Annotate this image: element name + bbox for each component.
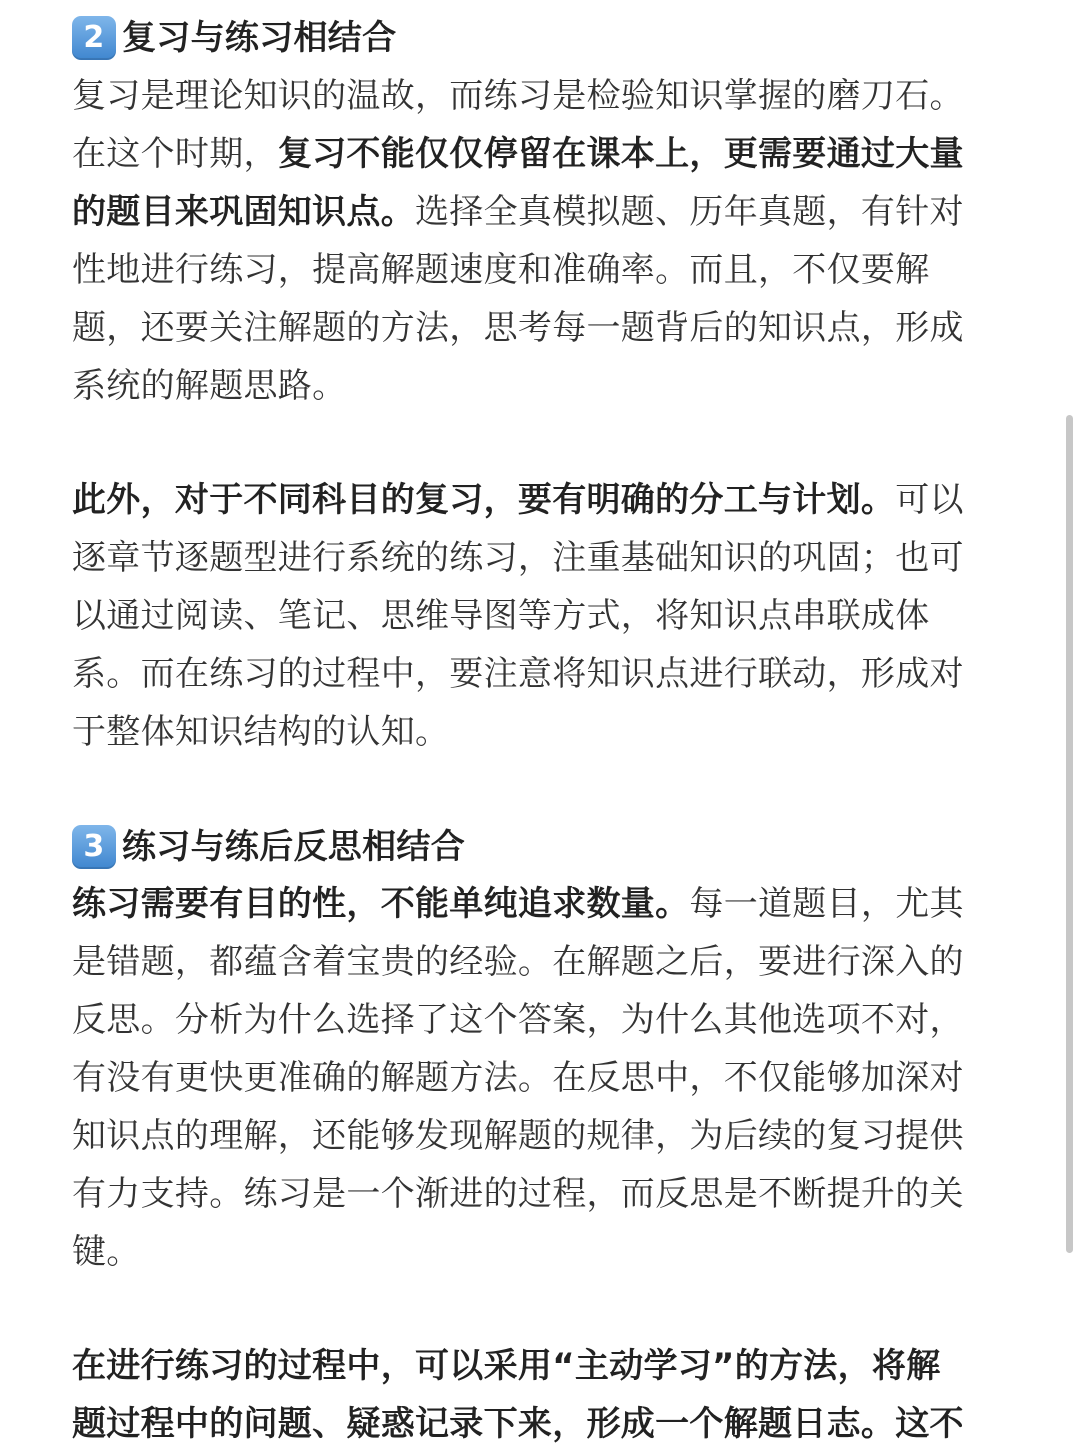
keycap-2-icon: 2 [72, 16, 116, 60]
paragraph-line: 复习是理论知识的温故，而练习是检验知识掌握的磨刀石。 [72, 76, 964, 116]
paragraph-line: 在进行练习的过程中，可以采用“主动学习”的方法，将解 [72, 1346, 941, 1386]
text-run: 每一道题目，尤其 [689, 884, 964, 924]
bold-text: 练习需要有目的性，不能单纯追求数量。 [72, 884, 690, 924]
keycap-3-icon: 3 [72, 825, 116, 869]
paragraph-line: 反思。分析为什么选择了这个答案，为什么其他选项不对， [72, 1000, 964, 1040]
section-heading-2 [72, 9, 1012, 67]
paragraph-line: 于整体知识结构的认知。 [72, 712, 450, 752]
bold-text: 此外，对于不同科目的复习，要有明确的分工与计划。 [72, 480, 896, 520]
text-run: 选择全真模拟题、历年真题，有针对 [415, 192, 964, 232]
paragraph-line: 键。 [72, 1232, 141, 1272]
section-heading-3 [72, 818, 1012, 876]
paragraph-line: 是错题，都蕴含着宝贵的经验。在解题之后，要进行深入的 [72, 942, 964, 982]
paragraph-line [72, 471, 1012, 529]
paragraph-line: 题，还要关注解题的方法，思考每一题背后的知识点，形成 [72, 308, 964, 348]
bold-text: 的题目来巩固知识点。 [72, 192, 415, 232]
paragraph-line [72, 875, 1012, 933]
text-run: 在这个时期， [72, 134, 278, 174]
paragraph-line [72, 125, 1012, 183]
paragraph-line: 系统的解题思路。 [72, 366, 347, 406]
paragraph-line: 有没有更快更准确的解题方法。在反思中，不仅能够加深对 [72, 1058, 964, 1098]
paragraph-line: 以通过阅读、笔记、思维导图等方式，将知识点串联成体 [72, 596, 930, 636]
paragraph-line: 逐章节逐题型进行系统的练习，注重基础知识的巩固；也可 [72, 538, 964, 578]
paragraph-line [72, 183, 1012, 241]
text-run: 可以 [895, 480, 964, 520]
vertical-scrollbar[interactable] [1066, 415, 1073, 1253]
paragraph-line: 有力支持。练习是一个渐进的过程，而反思是不断提升的关 [72, 1174, 964, 1214]
paragraph-line: 知识点的理解，还能够发现解题的规律，为后续的复习提供 [72, 1116, 964, 1156]
paragraph-line: 性地进行练习，提高解题速度和准确率。而且，不仅要解 [72, 250, 930, 290]
paragraph-line: 题过程中的问题、疑惑记录下来，形成一个解题日志。这不 [72, 1404, 964, 1444]
section-title: 练习与练后反思相结合 [122, 827, 465, 867]
bold-text: 复习不能仅仅停留在课本上，更需要通过大量 [277, 134, 964, 174]
section-title: 复习与练习相结合 [122, 18, 397, 58]
paragraph-line: 系。而在练习的过程中，要注意将知识点进行联动，形成对 [72, 654, 964, 694]
